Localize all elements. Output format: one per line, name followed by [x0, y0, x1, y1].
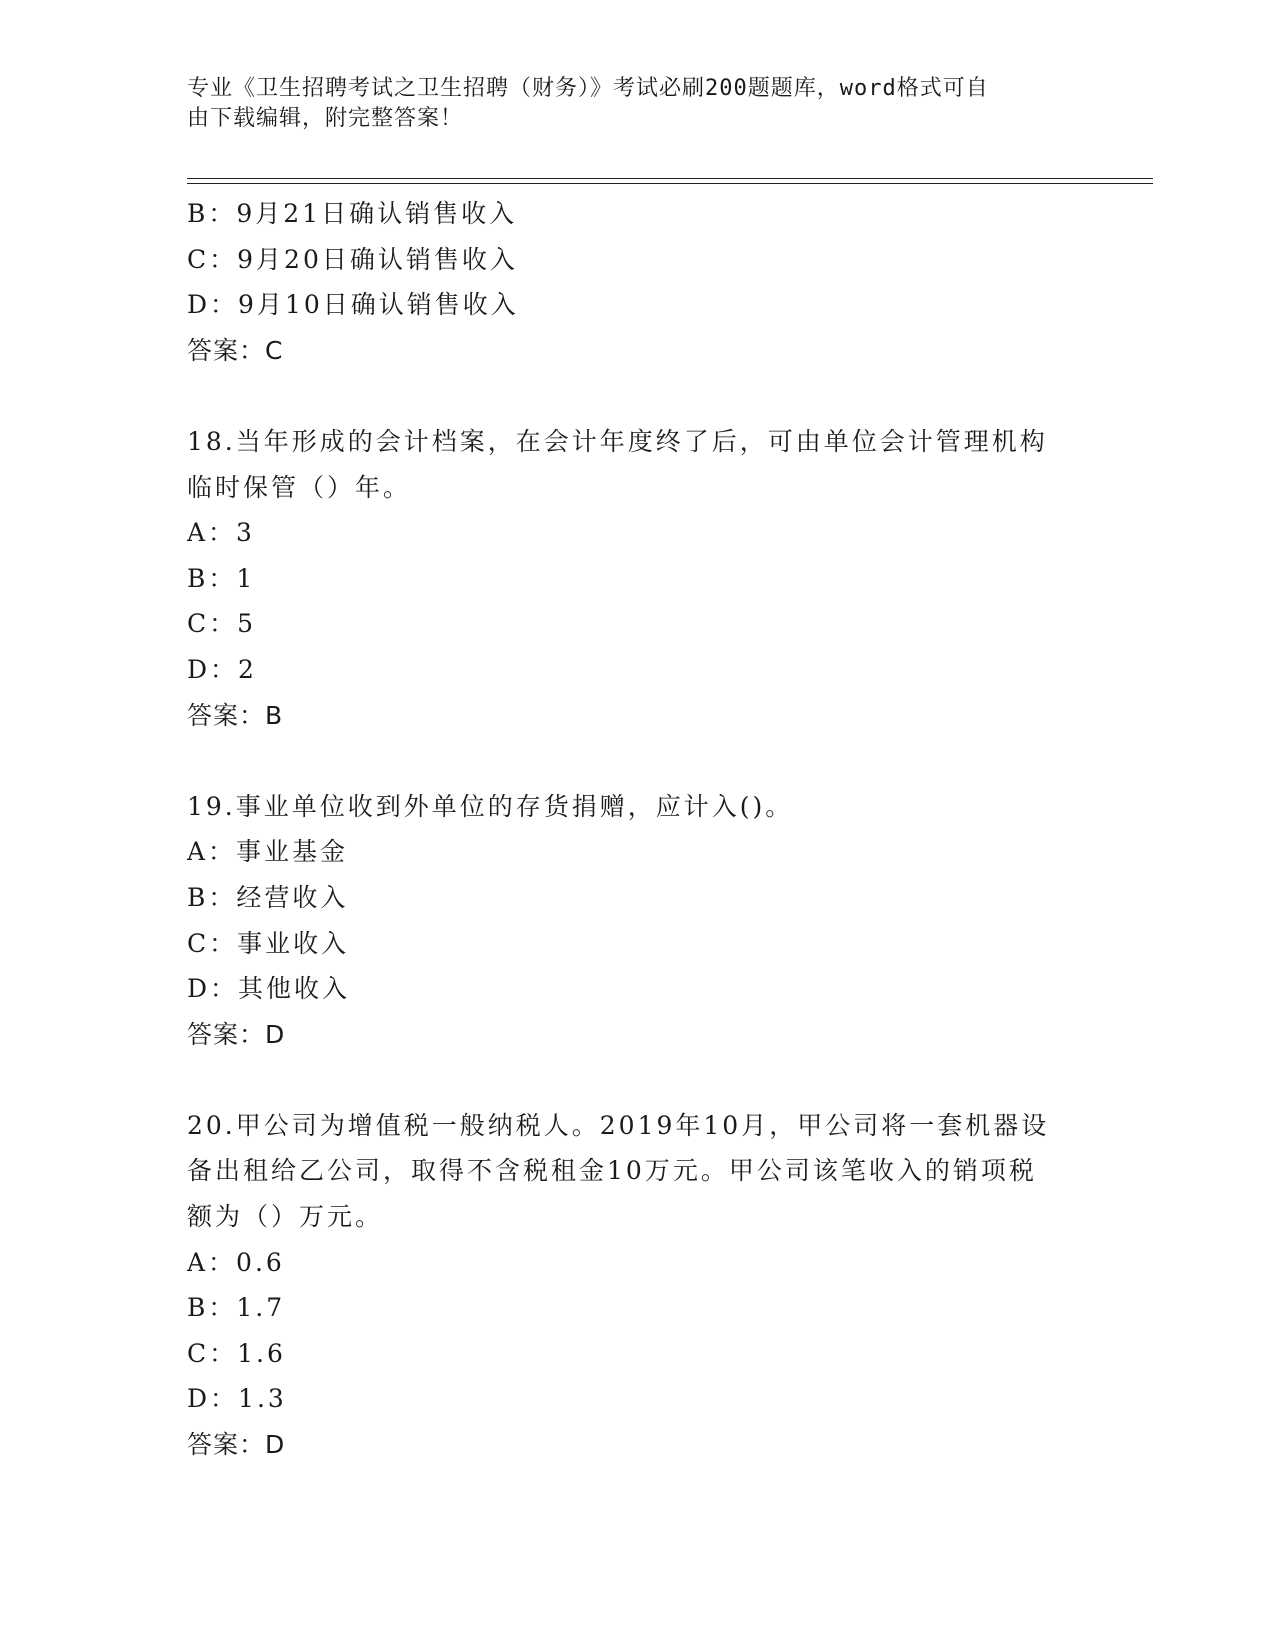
header-line-2: 由下载编辑，附完整答案！ — [187, 106, 464, 131]
option-c: C：5 — [187, 609, 257, 639]
question-20 — [187, 1103, 1087, 1468]
question-17-continued — [187, 191, 1087, 373]
option-b: B：1 — [187, 563, 256, 593]
option-a: A：3 — [187, 518, 255, 548]
question-text-line: 备出租给乙公司，取得不含税租金10万元。甲公司该笔收入的销项税 — [187, 1156, 1037, 1186]
header-divider-top — [187, 178, 1153, 179]
question-text-line: 19.事业单位收到外单位的存货捐赠，应计入()。 — [187, 791, 794, 821]
option-c: C：1.6 — [187, 1338, 286, 1368]
answer-label: 答案：D — [187, 1019, 286, 1049]
option-a: A：0.6 — [187, 1247, 285, 1277]
answer-label: 答案：C — [187, 335, 284, 365]
header-line-1: 专业《卫生招聘考试之卫生招聘（财务）》考试必刷200题题库，word格式可自 — [187, 76, 989, 101]
option-b: B：经营收入 — [187, 882, 349, 912]
header-divider-bottom — [187, 183, 1153, 184]
question-text-line: 20.甲公司为增值税一般纳税人。2019年10月，甲公司将一套机器设 — [187, 1110, 1050, 1140]
option-d: D：9月10日确认销售收入 — [187, 290, 519, 320]
question-text-line: 临时保管（）年。 — [187, 472, 412, 502]
question-list — [187, 191, 1087, 1468]
question-19 — [187, 784, 1087, 1058]
document-header — [187, 74, 1067, 134]
option-c: C：事业收入 — [187, 928, 350, 958]
question-text-line: 18.当年形成的会计档案，在会计年度终了后，可由单位会计管理机构 — [187, 426, 1048, 456]
spacer — [187, 1057, 1087, 1103]
option-b: B：1.7 — [187, 1293, 286, 1323]
option-d: D：1.3 — [187, 1384, 287, 1414]
option-b: B：9月21日确认销售收入 — [187, 199, 518, 228]
option-a: A：事业基金 — [187, 837, 349, 867]
question-18 — [187, 419, 1087, 738]
option-c: C：9月20日确认销售收入 — [187, 244, 518, 274]
option-d: D：其他收入 — [187, 974, 351, 1004]
question-text-line: 额为（）万元。 — [187, 1202, 384, 1232]
answer-label: 答案：B — [187, 700, 284, 730]
spacer — [187, 738, 1087, 784]
spacer — [187, 373, 1087, 419]
option-d: D：2 — [187, 654, 257, 684]
answer-label: 答案：D — [187, 1430, 286, 1460]
